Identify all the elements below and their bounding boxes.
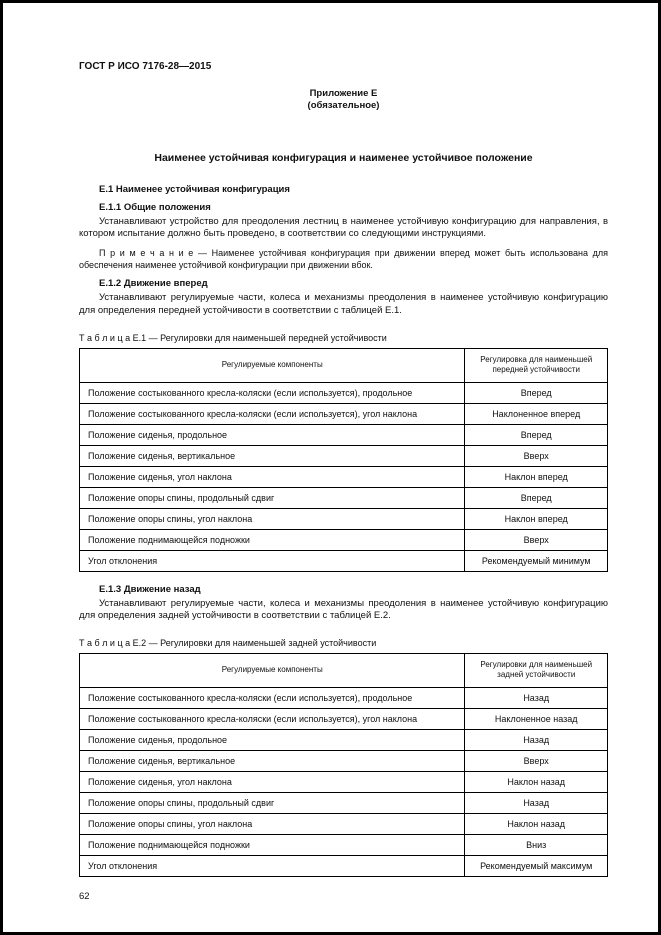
component-cell: Положение состыкованного кресла-коляски (если используется), угол наклона (80, 403, 465, 424)
adjustment-column-header: Регулировка для наименьшей передней устойчивости (465, 348, 608, 382)
component-cell: Положение состыкованного кресла-коляски (если используется), продольное (80, 382, 465, 403)
table-row (80, 813, 608, 834)
page-title: Наименее устойчивая конфигурация и наименее устойчивое положение (154, 151, 533, 164)
table-header-row (80, 653, 608, 687)
annex-block (79, 88, 608, 112)
table-header-row (80, 348, 608, 382)
component-cell: Положение сиденья, угол наклона (80, 771, 465, 792)
components-column-header: Регулируемые компоненты (80, 653, 465, 687)
component-cell: Положение опоры спины, угол наклона (80, 508, 465, 529)
component-cell: Положение сиденья, вертикальное (80, 445, 465, 466)
component-cell: Положение поднимающейся подножки (80, 529, 465, 550)
page-content (3, 3, 658, 902)
table-e1 (79, 348, 608, 572)
table-row (80, 834, 608, 855)
component-cell: Положение поднимающейся подножки (80, 834, 465, 855)
value-cell: Рекомендуемый минимум (465, 550, 608, 571)
component-cell: Положение опоры спины, угол наклона (80, 813, 465, 834)
page-number: 62 (79, 890, 90, 902)
component-cell: Положение опоры спины, продольный сдвиг (80, 487, 465, 508)
section-e12-heading: Е.1.2 Движение вперед (99, 278, 208, 290)
component-cell: Положение опоры спины, продольный сдвиг (80, 792, 465, 813)
component-cell: Положение сиденья, продольное (80, 424, 465, 445)
value-cell: Наклон вперед (465, 466, 608, 487)
table-row (80, 750, 608, 771)
table-row (80, 792, 608, 813)
component-cell: Положение состыкованного кресла-коляски (если используется), угол наклона (80, 708, 465, 729)
document-header: ГОСТ Р ИСО 7176-28—2015 (79, 61, 212, 72)
section-e11-heading: Е.1.1 Общие положения (99, 201, 211, 213)
value-cell: Рекомендуемый максимум (465, 855, 608, 876)
section-e13-heading: Е.1.3 Движение назад (99, 583, 201, 595)
component-cell: Положение сиденья, продольное (80, 729, 465, 750)
note-paragraph: П р и м е ч а н и е — Наименее устойчивая конфигурация при движении вперед может быть использована для обеспечения наименее устойчивой конфигурации при движении вбок. (79, 248, 608, 270)
component-cell: Угол отклонения (80, 855, 465, 876)
table-row (80, 487, 608, 508)
value-cell: Вперед (465, 382, 608, 403)
table-row (80, 529, 608, 550)
table-row (80, 508, 608, 529)
table-row (80, 771, 608, 792)
table-e1-caption: Т а б л и ц а Е.1 — Регулировки для наименьшей передней устойчивости (79, 332, 387, 343)
section-e12-paragraph: Устанавливают регулируемые части, колеса и механизмы преодоления в наименее устойчивую конфигурацию для определения передней устойчивости в соответствии с таблицей Е.1. (79, 292, 608, 316)
value-cell: Вперед (465, 487, 608, 508)
component-cell: Угол отклонения (80, 550, 465, 571)
section-e1-heading: Е.1 Наименее устойчивая конфигурация (99, 183, 290, 195)
value-cell: Вверх (465, 529, 608, 550)
table-row (80, 445, 608, 466)
value-cell: Назад (465, 792, 608, 813)
value-cell: Наклоненное назад (465, 708, 608, 729)
component-cell: Положение сиденья, угол наклона (80, 466, 465, 487)
components-column-header: Регулируемые компоненты (80, 348, 465, 382)
adjustment-column-header: Регулировки для наименьшей задней устойчивости (465, 653, 608, 687)
value-cell: Вниз (465, 834, 608, 855)
value-cell: Вперед (465, 424, 608, 445)
component-cell: Положение сиденья, вертикальное (80, 750, 465, 771)
table-row (80, 466, 608, 487)
section-e13-paragraph: Устанавливают регулируемые части, колеса и механизмы преодоления в наименее устойчивую конфигурацию для определения задней устойчивости в соответствии с таблицей Е.2. (79, 597, 608, 621)
table-row (80, 403, 608, 424)
table-e2 (79, 653, 608, 877)
value-cell: Назад (465, 729, 608, 750)
table-row (80, 550, 608, 571)
table-row (80, 424, 608, 445)
table-row (80, 708, 608, 729)
annex-title: Приложение Е (309, 88, 378, 99)
value-cell: Наклон назад (465, 771, 608, 792)
value-cell: Назад (465, 687, 608, 708)
value-cell: Наклон назад (465, 813, 608, 834)
table-row (80, 729, 608, 750)
annex-subtitle: (обязательное) (307, 99, 380, 111)
table-row (80, 687, 608, 708)
value-cell: Наклоненное вперед (465, 403, 608, 424)
table-e2-caption: Т а б л и ц а Е.2 — Регулировки для наименьшей задней устойчивости (79, 637, 377, 648)
value-cell: Вверх (465, 750, 608, 771)
component-cell: Положение состыкованного кресла-коляски (если используется), продольное (80, 687, 465, 708)
table-row (80, 382, 608, 403)
value-cell: Вверх (465, 445, 608, 466)
value-cell: Наклон вперед (465, 508, 608, 529)
section-e11-paragraph: Устанавливают устройство для преодоления лестниц в наименее устойчивую конфигурацию для направления, в котором испытание должно быть проведено, в соответствии со следующими инструкциями. (79, 215, 608, 239)
table-row (80, 855, 608, 876)
